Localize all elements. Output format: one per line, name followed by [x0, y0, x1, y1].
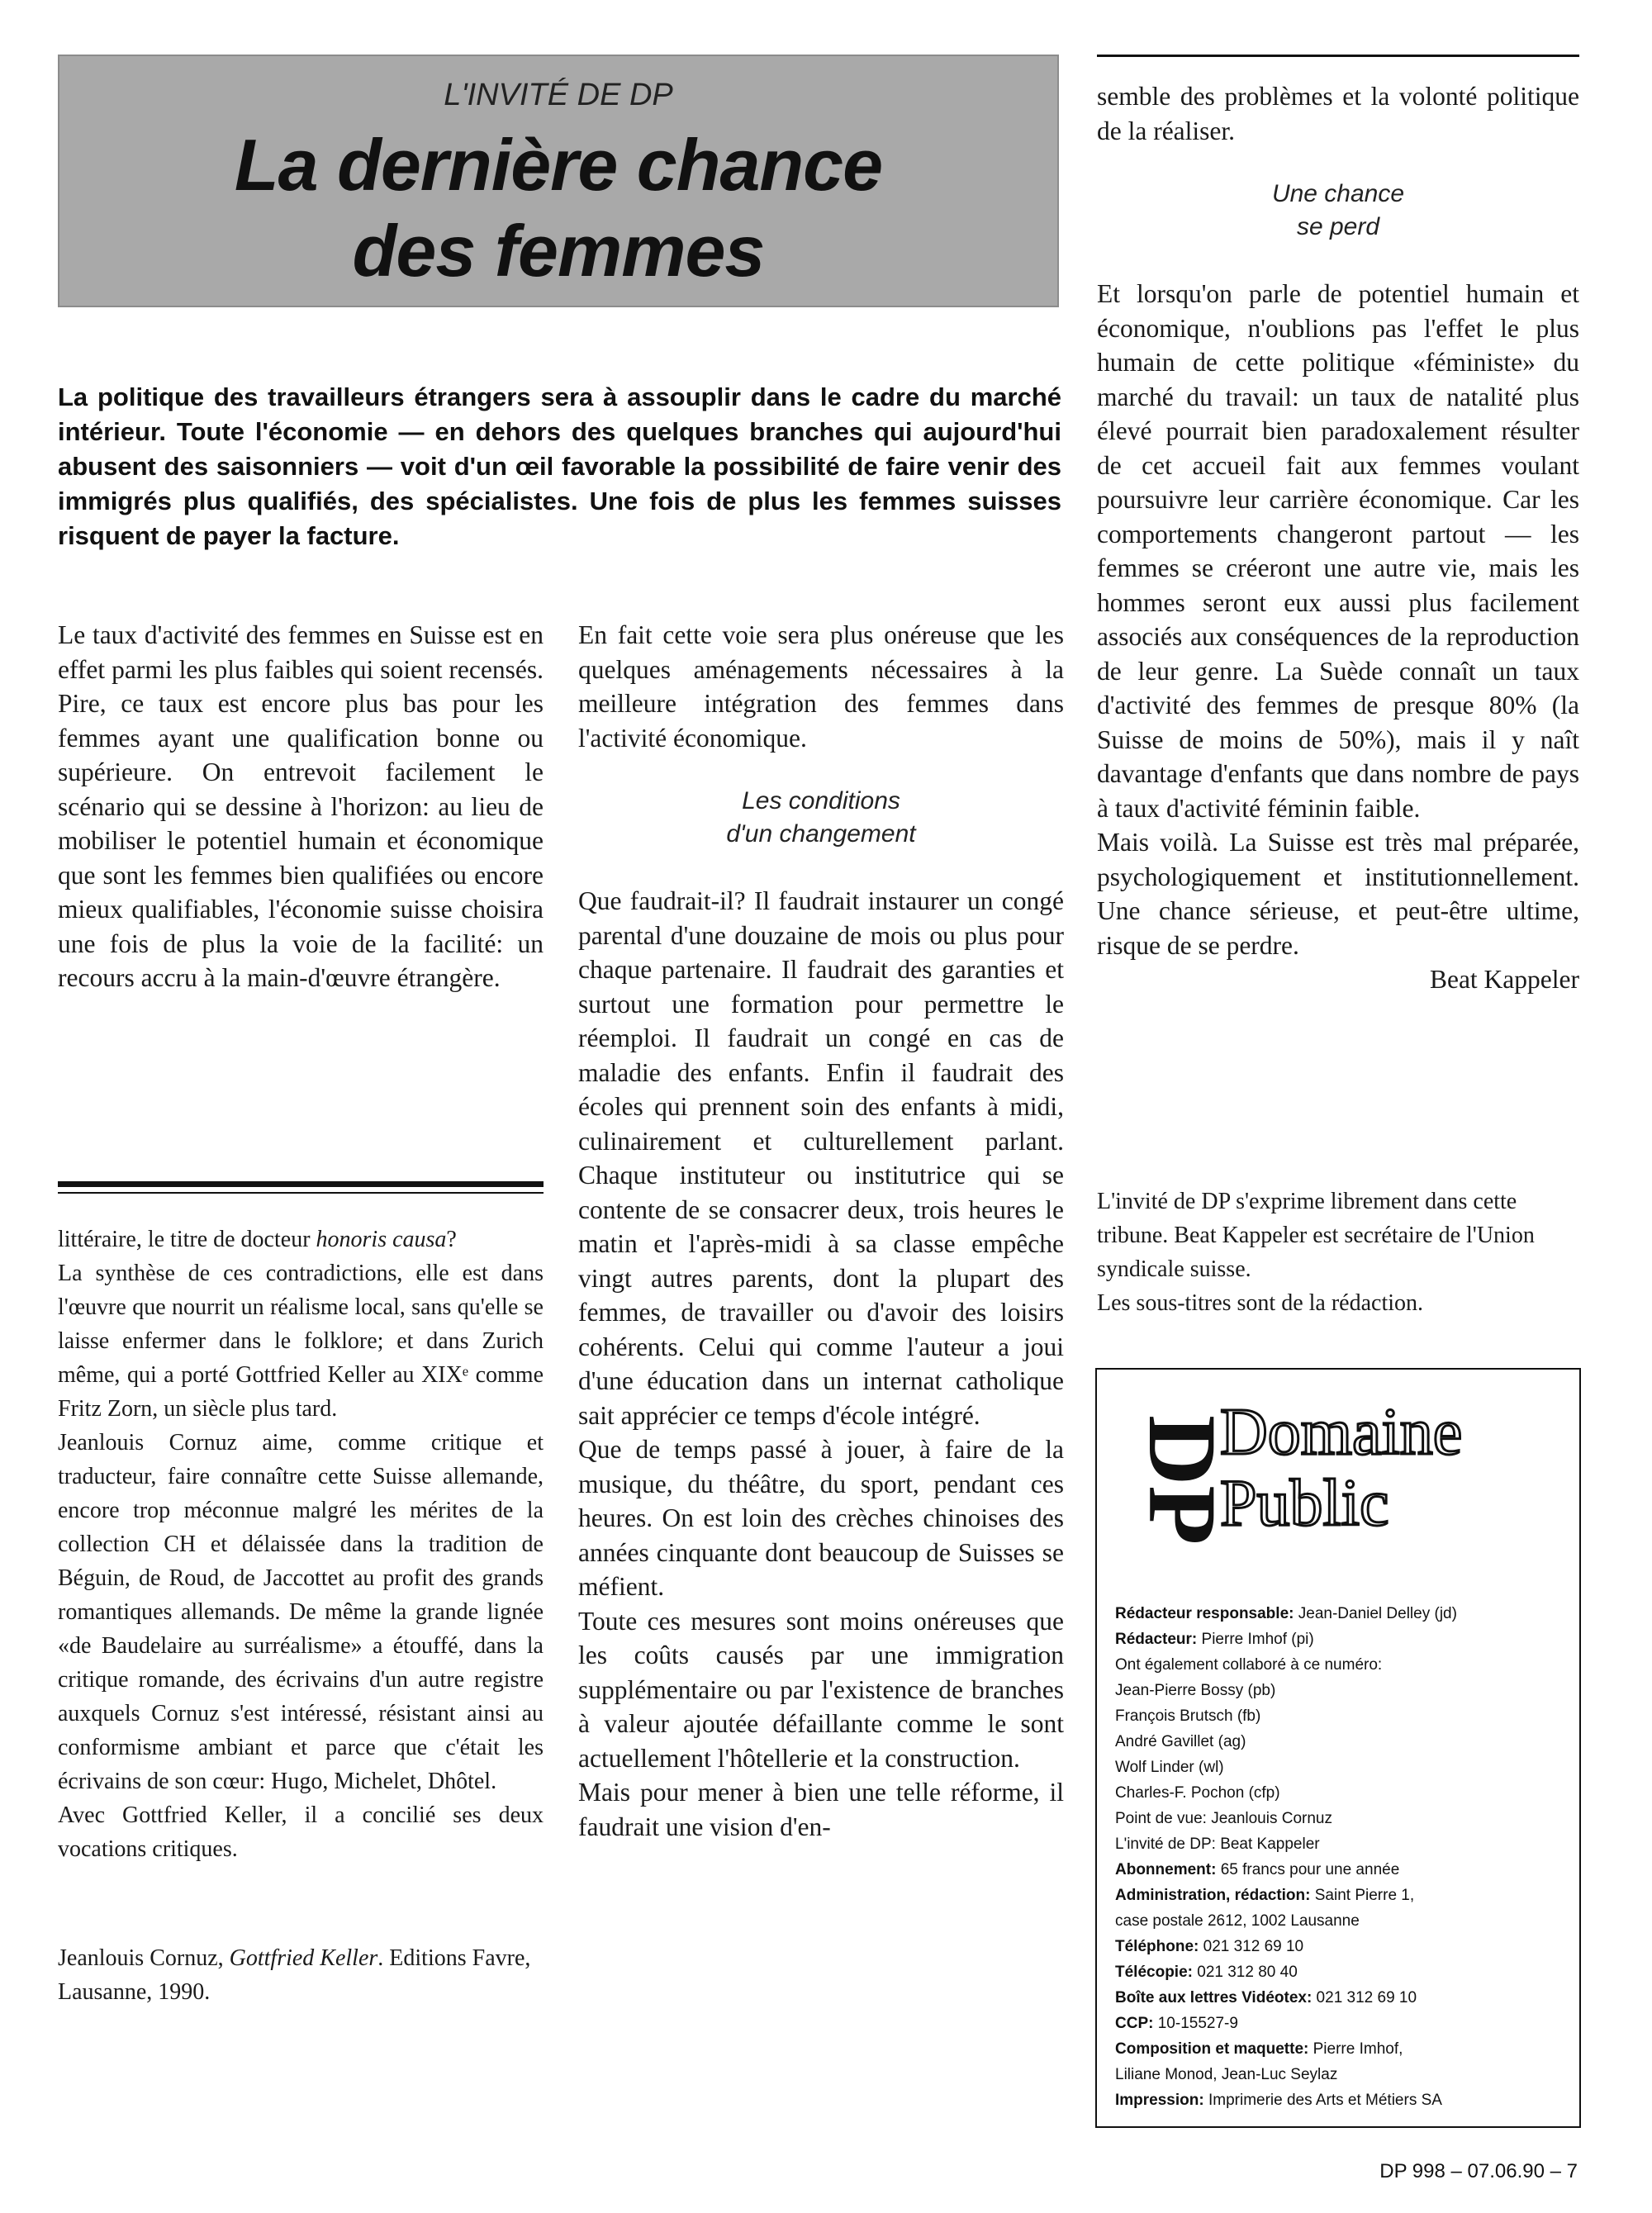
title-banner — [58, 55, 1059, 307]
credit-line — [1115, 1959, 1569, 1985]
editorial-note-1: L'invité de DP s'exprime librement dans cette tribune. Beat Kappeler est secrétaire de l'Union syndicale suisse. — [1097, 1189, 1535, 1282]
credit-label: CCP: — [1115, 2015, 1154, 2032]
headline-line-1: La dernière chance — [234, 124, 883, 206]
headline-line-2: des femmes — [352, 210, 765, 292]
credit-line — [1115, 1806, 1569, 1831]
credit-value: Imprimerie des Arts et Métiers SA — [1203, 2092, 1442, 2109]
section-divider-thin — [58, 1192, 544, 1194]
subheading-conditions — [578, 785, 1064, 851]
review-continuation — [58, 1223, 544, 1866]
book-reference-text — [58, 1941, 544, 2009]
column-3-paragraph-2: Et lorsqu'on parle de potentiel humain et économique, n'oublions pas l'effet le plus humain de cette politique «féministe» du marché du travail: un taux de natalité plus élevé pourrait bien paradoxalement résulter de cet accueil fait aux femmes voulant poursuivre leur carrière économique. Car les comportements changeront partout — les femmes se créeront une autre vie, mais les hommes seront eux aussi plus facilement associés aux conséquences de la reproduction de leur genre. La Suède connaît un taux d'activité des femmes de presque 80% (la Suisse de moins de 50%), mais il y naît davantage d'enfants que dans nombre de pays à taux d'activité féminin faible. — [1097, 279, 1579, 823]
subheading-line-2: d'un changement — [726, 820, 916, 848]
credit-label: Abonnement: — [1115, 1861, 1217, 1878]
subheading-line-1: Les conditions — [742, 787, 900, 814]
credit-line — [1115, 1601, 1569, 1627]
credit-line — [1115, 1934, 1569, 1959]
credit-value: Ont également collaboré à ce numéro: — [1115, 1656, 1383, 1674]
credit-line — [1115, 1831, 1569, 1857]
credit-line — [1115, 1755, 1569, 1780]
book-reference — [58, 1941, 544, 2009]
masthead-name-line-2: Public — [1220, 1467, 1389, 1540]
column-3-paragraph-1: semble des problèmes et la volonté politique de la réaliser. — [1097, 82, 1579, 145]
credit-label: Administration, rédaction: — [1115, 1887, 1311, 1904]
credit-value: Charles-F. Pochon (cfp) — [1115, 1784, 1280, 1802]
credit-label: Boîte aux lettres Vidéotex: — [1115, 1989, 1313, 2006]
review-paragraph-3: Jeanlouis Cornuz aime, comme critique et traducteur, faire connaître cette Suisse allemande, encore trop méconnue malgré les mérites de la collection CH et délaissée dans la tradition de Béguin, de Roud, de Jaccottet au profit des grands romantiques allemands. De même la grande lignée «de Baudelaire au surréalisme» a étouffé, dans la critique romande, des écrivains d'un autre registre auxquels Cornuz s'est intéressé, résistant ainsi au conformisme ambiant et parce que c'était les écrivains de son cœur: Hugo, Michelet, Dhôtel. — [58, 1430, 544, 1794]
section-divider — [58, 1181, 544, 1187]
credit-label: Rédacteur: — [1115, 1631, 1198, 1648]
ref-publisher: . Editions Favre, Lausanne, 1990. — [58, 1945, 531, 2005]
article-lead: La politique des travailleurs étrangers sera à assouplir dans le cadre du marché intérieur. Toute l'économie — en dehors des quelques branches qui aujourd'hui abusent des saisonniers — voit d'un œil favorable la possibilité de faire venir des immigrés plus qualifiés, des spécialistes. Une fois de plus les femmes suisses risquent de payer la facture. — [58, 382, 1061, 550]
column-1-paragraph: Le taux d'activité des femmes en Suisse est en effet parmi les plus faibles qui soient recensés. Pire, ce taux est encore plus bas pour les femmes ayant une qualification bonne ou supérieure. On entrevoit facilement le scénario qui se dessine à l'horizon: au lieu de mobiliser le potentiel humain et économique que sont les femmes bien qualifiées ou encore mieux qualifiables, l'économie suisse choisira une fois de plus la voie de la facilité: un recours accru à la main-d'œuvre étrangère. — [58, 620, 544, 992]
credit-line — [1115, 1908, 1569, 1934]
masthead-name-line-1: Domaine — [1220, 1396, 1463, 1469]
credit-line — [1115, 1857, 1569, 1883]
credit-label: Télécopie: — [1115, 1964, 1193, 1981]
editorial-note — [1097, 1185, 1579, 1320]
credit-value: André Gavillet (ag) — [1115, 1733, 1246, 1750]
publication-logo — [1108, 1389, 1571, 1546]
review-p1-italic: honoris causa — [316, 1227, 447, 1252]
credit-value: Liliane Monod, Jean-Luc Seylaz — [1115, 2066, 1338, 2083]
credit-value: Jean-Pierre Bossy (pb) — [1115, 1682, 1276, 1699]
credit-line — [1115, 1780, 1569, 1806]
column-2-paragraph-5: Mais pour mener à bien une telle réforme, il faudrait une vision d'en- — [578, 1778, 1064, 1841]
credit-line — [1115, 1652, 1569, 1678]
ref-author: Jeanlouis Cornuz, — [58, 1945, 230, 1971]
credit-label: Impression: — [1115, 2092, 1204, 2109]
credit-value: Jean-Daniel Delley (jd) — [1294, 1605, 1457, 1622]
credits-list — [1115, 1601, 1569, 2113]
credit-value: François Brutsch (fb) — [1115, 1707, 1261, 1725]
masthead-box — [1095, 1368, 1581, 2128]
editorial-note-2: Les sous-titres sont de la rédaction. — [1097, 1290, 1424, 1316]
subheading-chance — [1097, 178, 1579, 244]
credit-line — [1115, 1703, 1569, 1729]
credit-line — [1115, 1729, 1569, 1755]
column-1 — [58, 618, 544, 995]
column-3-paragraph-3: Mais voilà. La Suisse est très mal préparée, psychologiquement et institutionnellement. Une chance sérieuse, et peut-être ultime, risque de se perdre. — [1097, 828, 1579, 960]
review-p1-start: littéraire, le titre de docteur — [58, 1227, 316, 1252]
page-folio: DP 998 – 07.06.90 – 7 — [1379, 2160, 1578, 2182]
subheading-line-1: Une chance — [1271, 180, 1405, 207]
credit-line — [1115, 1678, 1569, 1703]
credit-line — [1115, 2062, 1569, 2087]
column-3-top-rule — [1097, 55, 1579, 57]
column-3 — [1097, 79, 1579, 997]
review-p1-end: ? — [446, 1227, 457, 1252]
credit-value: Pierre Imhof, — [1308, 2040, 1403, 2058]
column-2-paragraph-2: Que faudrait-il? Il faudrait instaurer un congé parental d'une douzaine de mois ou plus pour chaque partenaire. Il faudrait des garanties et surtout une formation pour permettre le réemploi. Il faudrait un congé en cas de maladie des enfants. Enfin il faudrait des écoles qui prennent soin des enfants à midi, culinairement et culturellement parlant. Chaque instituteur ou institutrice qui se contente de se consacrer deux, trois heures le matin et l'après-midi à sa classe empêche vingt autres parents, dont la plupart des femmes, de travailler ou d'avoir des loisirs cohérents. Celui qui comme l'auteur a joui d'une éducation dans un internat catholique sait apprécier ce temps d'école intégré. — [578, 886, 1064, 1430]
credit-label: Composition et maquette: — [1115, 2040, 1309, 2058]
ref-title: Gottfried Keller — [229, 1945, 378, 1971]
review-paragraph-4: Avec Gottfried Keller, il a concilié ses deux vocations critiques. — [58, 1802, 544, 1862]
rubric-kicker: L'INVITÉ DE DP — [444, 78, 673, 112]
credit-line — [1115, 2087, 1569, 2113]
credit-line — [1115, 2011, 1569, 2036]
subheading-line-2: se perd — [1296, 213, 1380, 240]
credit-line — [1115, 1883, 1569, 1908]
credit-label: Rédacteur responsable: — [1115, 1605, 1294, 1622]
review-paragraph-1 — [58, 1223, 544, 1256]
column-2-paragraph-3: Que de temps passé à jouer, à faire de la musique, du théâtre, du sport, pendant ces heures. On est loin des crèches chinoises des années cinquante dont beaucoup de Suisses se méfient. — [578, 1435, 1064, 1601]
column-2 — [578, 618, 1064, 1844]
credit-line — [1115, 1985, 1569, 2011]
credit-value: 021 312 69 10 — [1199, 1938, 1304, 1955]
credit-line — [1115, 2036, 1569, 2062]
column-2-paragraph-1: En fait cette voie sera plus onéreuse que les quelques aménagements nécessaires à la meilleure intégration des femmes dans l'activité économique. — [578, 620, 1064, 753]
credit-label: Téléphone: — [1115, 1938, 1199, 1955]
column-2-paragraph-4: Toute ces mesures sont moins onéreuses que les coûts causés par une immigration supplémentaire ou par l'existence de branches à valeur ajoutée défaillante comme le sont actuellement l'hôtellerie et la construction. — [578, 1606, 1064, 1773]
credit-value: L'invité de DP: Beat Kappeler — [1115, 1835, 1320, 1853]
credit-line — [1115, 1627, 1569, 1652]
article-headline — [59, 122, 1057, 294]
credit-value: Pierre Imhof (pi) — [1197, 1631, 1314, 1648]
credit-value: 021 312 80 40 — [1192, 1964, 1298, 1981]
credit-value: Wolf Linder (wl) — [1115, 1759, 1224, 1776]
dp-logo-letters — [1113, 1398, 1237, 1546]
review-paragraph-2: La synthèse de ces contradictions, elle est dans l'œuvre que nourrit un réalisme local, sans qu'elle se laisse enfermer dans le folklore; et dans Zurich même, qui a porté Gottfried Keller au XIXᵉ comme Fritz Zorn, un siècle plus tard. — [58, 1261, 544, 1422]
credit-value: Point de vue: Jeanlouis Cornuz — [1115, 1810, 1332, 1827]
credit-value: case postale 2612, 1002 Lausanne — [1115, 1912, 1360, 1930]
credit-value: Saint Pierre 1, — [1310, 1887, 1415, 1904]
credit-value: 021 312 69 10 — [1312, 1989, 1417, 2006]
author-signature: Beat Kappeler — [1429, 965, 1579, 994]
credit-value: 65 francs pour une année — [1216, 1861, 1400, 1878]
dp-letters-text: DP — [1128, 1415, 1237, 1546]
credit-value: 10-15527-9 — [1153, 2015, 1238, 2032]
